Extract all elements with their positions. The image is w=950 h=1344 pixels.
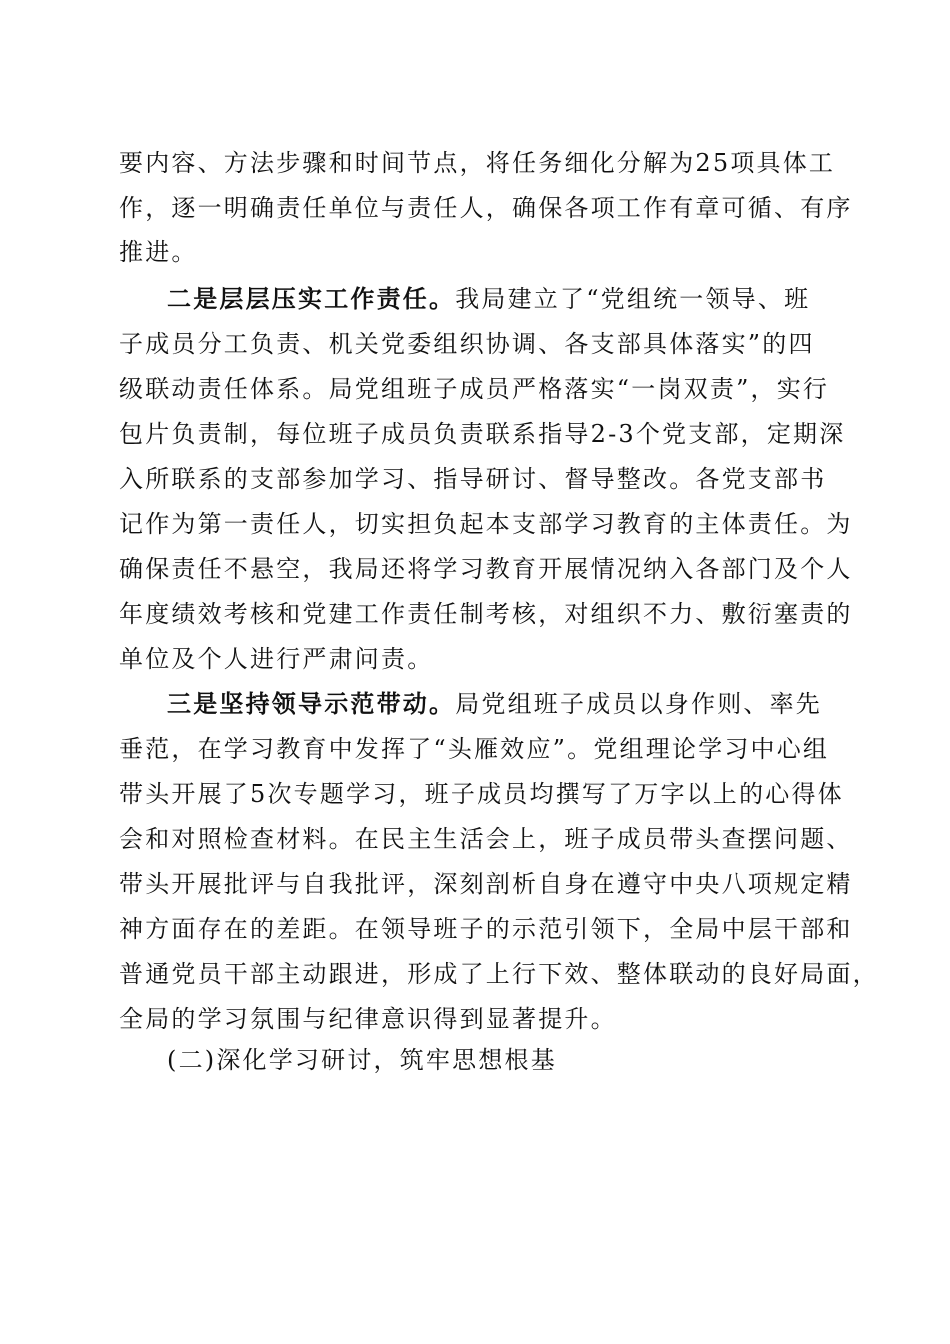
paragraph-first-line [167, 279, 810, 319]
paragraph-line: 年度绩效考核和党建工作责任制考核，对组织不力、敷衍塞责的 [119, 600, 853, 628]
paragraph-line: 垂范，在学习教育中发挥了“头雁效应”。党组理论学习中心组 [119, 735, 830, 763]
paragraph-line: 全局的学习氛围与纪律意识得到显著提升。 [119, 1005, 617, 1033]
paragraph-line: 推进。 [119, 238, 198, 266]
paragraph-line: 带头开展批评与自我批评，深刻剖析自身在遵守中央八项规定精 [119, 870, 853, 898]
paragraph-line: 普通党员干部主动跟进，形成了上行下效、整体联动的良好局面， [119, 960, 879, 988]
paragraph-line: 入所联系的支部参加学习、指导研讨、督导整改。各党支部书 [119, 465, 827, 493]
paragraph-line: 带头开展了5次专题学习，班子成员均撰写了万字以上的心得体 [119, 780, 844, 808]
paragraph-line: 子成员分工负责、机关党委组织协调、各支部具体落实”的四 [119, 330, 815, 358]
paragraph-line: 作，逐一明确责任单位与责任人，确保各项工作有章可循、有序 [119, 194, 853, 222]
paragraph-heading: 二是层层压实工作责任。 [167, 284, 456, 313]
paragraph-text: 局党组班子成员以身作则、率先 [455, 690, 823, 718]
paragraph-line: 神方面存在的差距。在领导班子的示范引领下，全局中层干部和 [119, 915, 853, 943]
paragraph-heading: 三是坚持领导示范带动。 [167, 689, 456, 718]
paragraph-line: 单位及个人进行严肃问责。 [119, 645, 434, 673]
paragraph-line: 确保责任不悬空，我局还将学习教育开展情况纳入各部门及个人 [119, 555, 853, 583]
paragraph-line: 会和对照检查材料。在民主生活会上，班子成员带头查摆问题、 [119, 825, 853, 853]
paragraph-line: 级联动责任体系。局党组班子成员严格落实“一岗双责”，实行 [119, 375, 830, 403]
paragraph-line: 记作为第一责任人，切实担负起本支部学习教育的主体责任。为 [119, 510, 853, 538]
paragraph-first-line [167, 684, 822, 724]
paragraph-line: 包片负责制，每位班子成员负责联系指导2-3个党支部，定期深 [119, 420, 846, 448]
paragraph-text: 我局建立了“党组统一领导、班 [455, 285, 811, 313]
paragraph-line: 要内容、方法步骤和时间节点，将任务细化分解为25项具体工 [119, 149, 836, 177]
section-heading: (二)深化学习研讨，筑牢思想根基 [167, 1046, 557, 1074]
